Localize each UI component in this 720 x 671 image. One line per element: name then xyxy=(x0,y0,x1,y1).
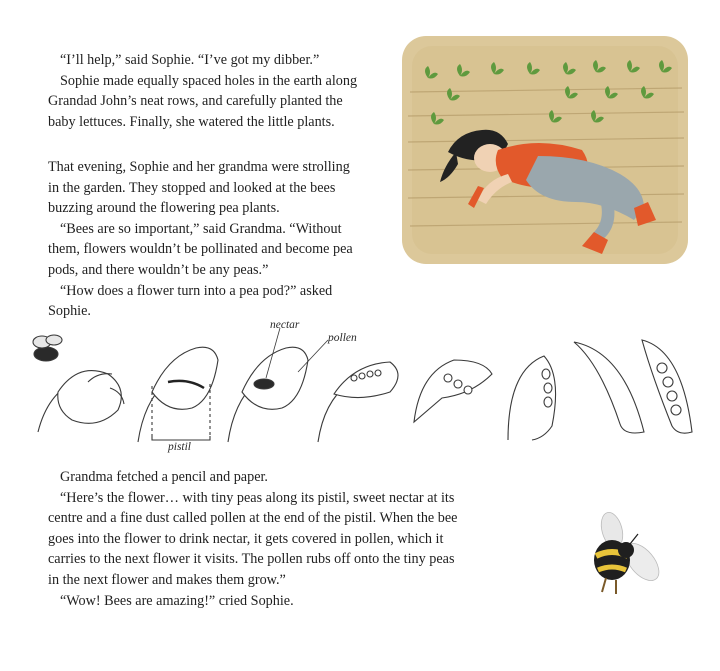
text-line: Sophie. xyxy=(48,303,91,320)
pea-flower-cutaway xyxy=(138,347,218,442)
flower-to-pod-diagram xyxy=(18,312,710,462)
text-line: Grandad John’s neat rows, and carefully planted the xyxy=(48,93,343,110)
pea-flower-wilting xyxy=(318,362,398,442)
text-line: “Here’s the flower… with tiny peas along its pistil, sweet nectar at its xyxy=(60,489,455,506)
label-pistil: pistil xyxy=(168,441,192,453)
text-line: carries to the next flower it visits. The pollen rubs off onto the tiny peas xyxy=(48,551,455,568)
paragraph-evening xyxy=(48,157,353,322)
paragraph-planting xyxy=(48,50,357,132)
text-line: Sophie made equally spaced holes in the earth along xyxy=(60,72,358,89)
text-line: in the next flower and makes them grow.” xyxy=(48,571,286,588)
bee-icon xyxy=(33,335,62,361)
label-nectar: nectar xyxy=(270,319,300,331)
text-line: centre and a fine dust called pollen at the end of the pistil. When the bee xyxy=(48,510,458,527)
text-line: in the garden. They stopped and looked at the bees xyxy=(48,179,336,196)
text-line: goes into the flower to drink nectar, it gets covered in pollen, which it xyxy=(48,530,444,547)
label-pollen: pollen xyxy=(328,332,357,344)
text-line: “Wow! Bees are amazing!” cried Sophie. xyxy=(60,592,294,609)
pea-pod-empty xyxy=(574,342,644,433)
pea-pod-full xyxy=(642,340,692,433)
text-line: That evening, Sophie and her grandma were strolling xyxy=(48,159,350,175)
pea-flower-open xyxy=(38,371,124,432)
pea-pod-growing xyxy=(508,356,556,440)
text-line: “How does a flower turn into a pea pod?” asked xyxy=(60,282,333,299)
text-line: pods, and there wouldn’t be any peas.” xyxy=(48,261,269,278)
text-line: baby lettuces. Finally, she watered the little plants. xyxy=(48,113,335,130)
paragraph-explanation xyxy=(48,467,457,611)
pea-pod-forming xyxy=(414,360,492,422)
text-line: buzzing around the flowering pea plants. xyxy=(48,200,280,217)
text-line: them, flowers wouldn’t be pollinated and become pea xyxy=(48,241,353,258)
text-line: “Bees are so important,” said Grandma. “Without xyxy=(60,220,342,237)
text-line: “I’ll help,” said Sophie. “I’ve got my dibber.” xyxy=(60,52,320,68)
garden-illustration xyxy=(398,32,692,268)
pea-flower-bee-visit xyxy=(228,328,328,442)
bee-illustration xyxy=(582,510,662,600)
text-line: Grandma fetched a pencil and paper. xyxy=(60,469,268,485)
